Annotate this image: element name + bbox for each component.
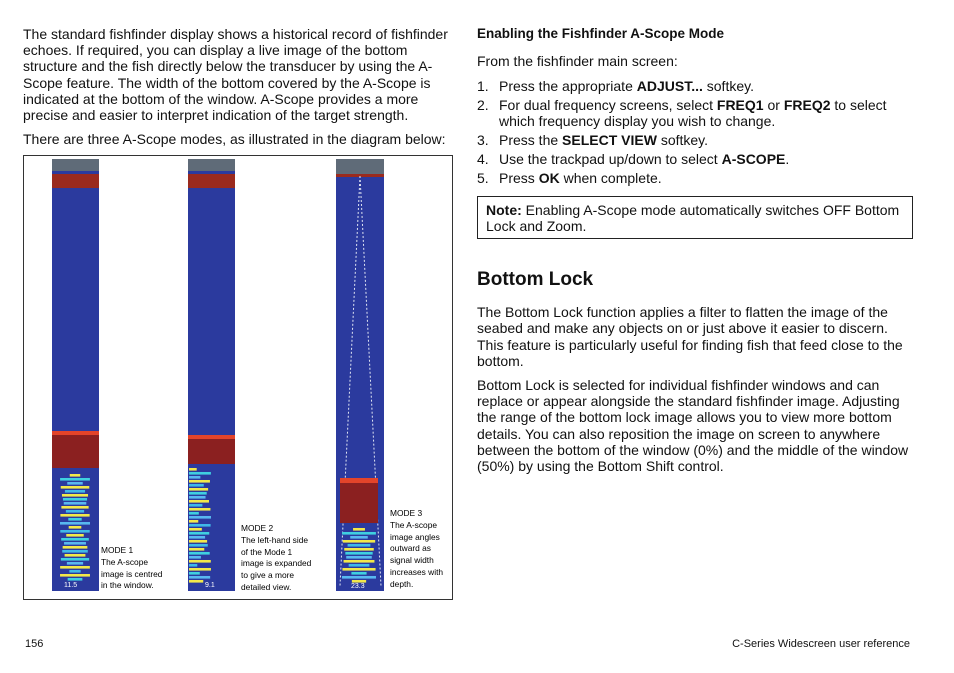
echo-streak (189, 556, 201, 559)
echo-streak (189, 548, 204, 551)
echo-streak (189, 476, 200, 479)
mode2-caption-line: image is expanded (241, 558, 312, 569)
echo-streak (189, 520, 198, 523)
echo-streak (189, 576, 210, 579)
a-scope-diagram (24, 156, 453, 600)
mode3-range-label: 23.3 (351, 583, 365, 590)
echo-streak (189, 544, 208, 547)
echo-streak (64, 502, 87, 505)
mode1-caption-line: image is centred (101, 568, 163, 579)
echo-streak (344, 548, 374, 551)
section-heading: Enabling the Fishfinder A-Scope Mode (477, 26, 725, 41)
right-column (477, 26, 913, 482)
echo-streak (189, 508, 210, 511)
mode1-range-label: 11.5 (64, 582, 78, 589)
echo-streak (189, 560, 211, 563)
echo-streak (65, 490, 85, 493)
echo-streak (345, 552, 372, 555)
note-label: Note: (486, 202, 522, 219)
step-item: 4. Use the trackpad up/down to select A-SCOPE. (477, 150, 790, 167)
echo-streak (189, 480, 210, 483)
note-box (477, 196, 913, 239)
echo-streak (66, 510, 84, 513)
echo-streak (64, 542, 86, 545)
echo-streak (343, 540, 375, 543)
echo-streak (62, 550, 88, 553)
bottom-lock-paragraph-1: The Bottom Lock function applies a filter to flatten the image of the seabed and make any objects on or just above it easier to discern. This feature is particularly useful for finding fish that feed close to the bottom. (477, 304, 903, 369)
echo-streak (60, 566, 90, 569)
echo-streak (351, 572, 366, 575)
mode1-caption (101, 545, 162, 592)
echo-streak (189, 484, 204, 487)
echo-streak (189, 536, 205, 539)
mode3-caption-line: increases with (390, 566, 444, 577)
echo-streak (189, 564, 197, 567)
echo-streak (342, 568, 375, 571)
echo-streak (189, 472, 211, 475)
echo-streak (63, 546, 88, 549)
echo-streak (65, 554, 86, 557)
echo-streak (350, 536, 368, 539)
mode3-caption-line: image angles (390, 531, 440, 542)
echo-streak (61, 486, 90, 489)
echo-streak (189, 568, 211, 571)
echo-streak (62, 494, 88, 497)
echo-streak (60, 530, 89, 533)
echo-streak (189, 552, 210, 555)
mode1-caption-line: MODE 1 (101, 545, 134, 555)
echo-streak (69, 526, 82, 529)
mode2-caption-line: The left-hand side (241, 534, 309, 545)
mode3-caption-line: depth. (390, 578, 414, 589)
echo-streak (189, 580, 203, 583)
echo-streak (189, 572, 200, 575)
mode2-caption-line: detailed view. (241, 581, 292, 592)
mode2-caption (241, 523, 311, 594)
page-number: 156 (25, 638, 44, 650)
echo-streak (68, 518, 81, 521)
echo-streak (189, 532, 209, 535)
echo-streak (353, 528, 365, 531)
from-text: From the fishfinder main screen: (477, 53, 678, 69)
step-item: 3. Press the SELECT VIEW softkey. (477, 131, 709, 148)
mode2-caption-line: of the Mode 1 (241, 546, 293, 557)
echo-streak (66, 534, 84, 537)
echo-streak (189, 504, 202, 507)
mode3-caption-line: outward as (390, 543, 431, 554)
mode2-range-label: 9.1 (205, 582, 215, 589)
step-item: 1. Press the appropriate ADJUST... softkey. (477, 78, 754, 95)
echo-streak (189, 500, 209, 503)
echo-streak (342, 576, 376, 579)
echo-streak (349, 564, 370, 567)
steps-list (477, 79, 913, 186)
mode1-caption-line: The A-scope (101, 556, 149, 567)
bottom-lock-paragraph-2: Bottom Lock is selected for individual fishfinder windows and can replace or appear alongside the standard fishfinder image. Adjusting the range of the bottom lock image allows you to view more bottom details. You can also reposition the image on screen to anywhere between the bottom of the window (0%) and the middle of the window (50%) by using the Bottom Shift control. (477, 377, 909, 475)
echo-streak (189, 488, 208, 491)
mode3-caption-line: signal width (390, 555, 434, 566)
echo-streak (69, 570, 80, 573)
mode3-caption-line: The A-scope (390, 519, 438, 530)
mode1-caption-line: in the window. (101, 580, 154, 591)
mode3-panel (336, 159, 384, 591)
a-scope-modes-figure (23, 155, 453, 600)
left-column (23, 26, 456, 155)
echo-streak (189, 516, 211, 519)
echo-streak (189, 492, 207, 495)
echo-streak (189, 540, 207, 543)
echo-streak (67, 562, 83, 565)
step-item: 5. Press OK when complete. (477, 169, 662, 186)
modes-paragraph: There are three A-Scope modes, as illustrated in the diagram below: (23, 131, 446, 148)
bottom-lock-heading: Bottom Lock (477, 269, 594, 291)
echo-streak (189, 528, 202, 531)
echo-streak (60, 478, 90, 481)
echo-streak (342, 532, 376, 535)
step-item: 2. For dual frequency screens, select FREQ1 or FREQ2 to select which frequency display you wish to change. (477, 97, 887, 129)
echo-streak (60, 522, 90, 525)
note-text: Enabling A-Scope mode automatically switches OFF Bottom Lock and Zoom. (486, 202, 900, 235)
echo-streak (346, 556, 372, 559)
echo-streak (348, 544, 371, 547)
echo-streak (60, 574, 90, 577)
echo-streak (61, 538, 89, 541)
mode2-caption-line: to give a more (241, 570, 295, 581)
intro-paragraph: The standard fishfinder display shows a historical record of fishfinder echoes. If required, you can display a live image of the bottom structure and the fish directly below the transducer by using the A-Scope feature. The width of the bottom covered by the A-Scope is indicated at the bottom of the window. A-Scope provides a more precise and easier to interpret indication of the target strength. (23, 26, 448, 124)
echo-streak (189, 524, 211, 527)
mode2-caption-line: MODE 2 (241, 523, 274, 533)
mode1-panel (52, 159, 99, 591)
echo-streak (70, 474, 81, 477)
echo-streak (61, 506, 88, 509)
echo-streak (61, 558, 89, 561)
echo-streak (63, 498, 87, 501)
mode3-caption-line: MODE 3 (390, 508, 423, 518)
echo-streak (344, 560, 375, 563)
echo-streak (189, 496, 206, 499)
echo-streak (189, 512, 199, 515)
document-title: C-Series Widescreen user reference (732, 638, 910, 650)
mode2-panel (188, 159, 235, 591)
echo-streak (189, 468, 197, 471)
echo-streak (60, 514, 89, 517)
echo-streak (67, 482, 82, 485)
mode3-caption (390, 508, 443, 591)
